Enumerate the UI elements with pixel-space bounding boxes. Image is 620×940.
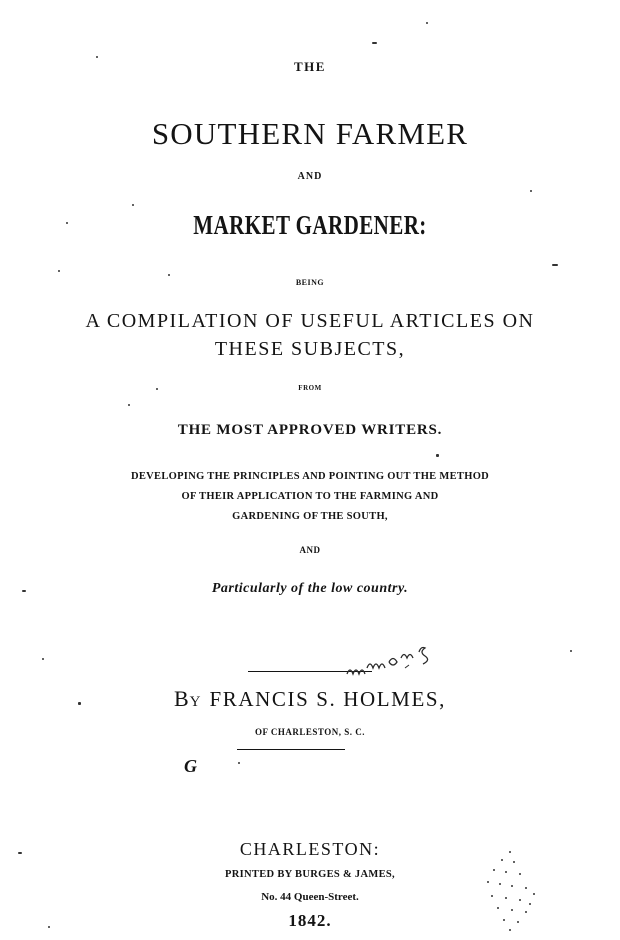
speck	[96, 56, 98, 58]
lower-rule	[237, 749, 345, 750]
byline	[0, 688, 620, 710]
author-name: FRANCIS S. HOLMES,	[209, 687, 447, 711]
subtitle-line-2: THESE SUBJECTS,	[214, 338, 406, 360]
speck	[168, 274, 170, 276]
speck	[66, 222, 68, 224]
printer-line: PRINTED BY BURGES & JAMES,	[225, 869, 395, 880]
byline-b: B	[173, 686, 190, 711]
the-label: THE	[294, 59, 326, 74]
speck	[128, 404, 130, 406]
speck	[156, 388, 158, 390]
stray-letter-mark: G	[184, 756, 197, 776]
year-line: 1842.	[288, 911, 332, 930]
byline-y: Y	[189, 694, 202, 710]
speck	[48, 926, 50, 928]
speck	[22, 590, 26, 592]
speck	[530, 190, 532, 192]
speck	[436, 454, 439, 457]
description-line-1: DEVELOPING THE PRINCIPLES AND POINTING OUT THE METHOD	[130, 471, 490, 482]
writers-line: THE MOST APPROVED WRITERS.	[177, 422, 443, 438]
author-place: OF CHARLESTON, S. C.	[254, 727, 366, 737]
speck	[42, 658, 44, 660]
speck	[58, 270, 60, 272]
description-line-3: GARDENING OF THE SOUTH,	[232, 511, 388, 522]
dotted-stamp-mark	[480, 842, 550, 937]
and-connector-2: AND	[299, 545, 321, 555]
main-title-line-1: SOUTHERN FARMER	[151, 116, 469, 151]
particularly-line: Particularly of the low country.	[211, 581, 409, 596]
speck	[570, 650, 572, 652]
handwritten-signature	[345, 630, 455, 680]
speck	[552, 264, 558, 266]
subtitle-line-1: A COMPILATION OF USEFUL ARTICLES ON	[85, 310, 535, 332]
speck	[372, 42, 377, 44]
imprint-place: CHARLESTON:	[239, 839, 381, 859]
main-title-line-2: MARKET GARDENER:	[193, 210, 427, 240]
speck	[78, 702, 81, 705]
description-line-2: OF THEIR APPLICATION TO THE FARMING AND	[181, 491, 439, 502]
from-label: FROM	[298, 384, 322, 392]
speck	[238, 762, 240, 764]
being-label: BEING	[295, 278, 325, 287]
address-line: No. 44 Queen-Street.	[261, 891, 359, 903]
and-connector-1: AND	[297, 171, 323, 182]
speck	[132, 204, 134, 206]
speck	[426, 22, 428, 24]
speck	[18, 852, 22, 854]
